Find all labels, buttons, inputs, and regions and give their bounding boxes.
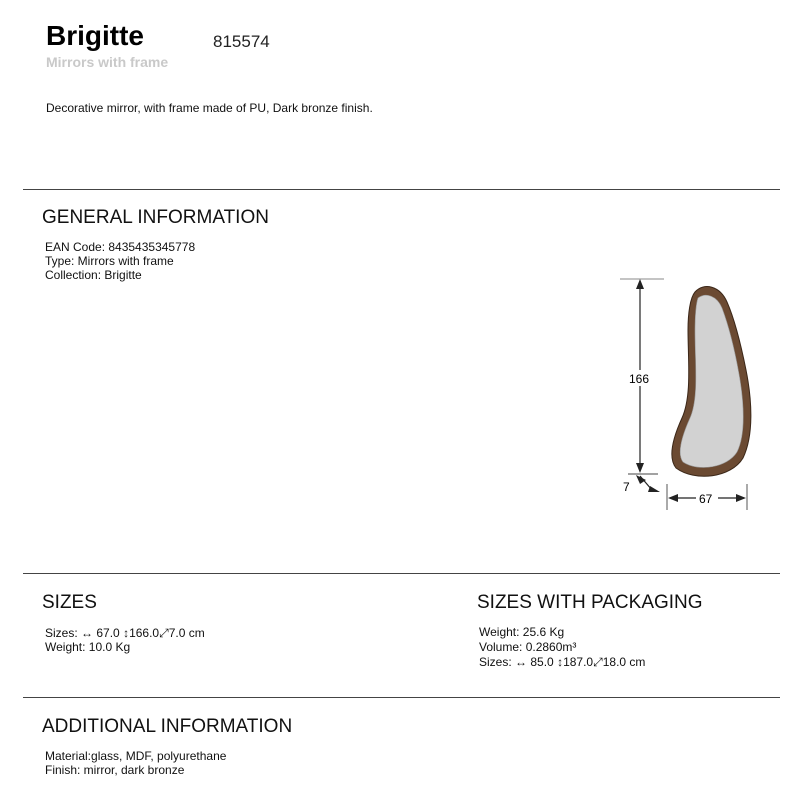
packaging-title: SIZES WITH PACKAGING	[477, 592, 703, 613]
divider	[23, 573, 780, 574]
depth-dimension-label: 7	[623, 480, 630, 494]
material-line: Material:glass, MDF, polyurethane	[45, 749, 227, 763]
product-category: Mirrors with frame	[46, 54, 169, 70]
sizes-line	[45, 626, 205, 640]
sizes-title: SIZES	[42, 592, 97, 613]
divider	[23, 697, 780, 698]
packaging-depth: 18.0 cm	[602, 655, 646, 669]
product-code: 815574	[213, 32, 270, 51]
width-arrow-icon: ↔	[81, 626, 94, 640]
depth-arrow-icon: ⤢	[593, 655, 603, 669]
width-arrow-icon: ↔	[515, 655, 528, 669]
packaging-sizes-prefix: Sizes:	[479, 655, 512, 669]
divider	[23, 189, 780, 190]
height-arrow-icon: ↕	[557, 655, 564, 669]
sizes-depth: 7.0 cm	[168, 626, 205, 640]
sizes-prefix: Sizes:	[45, 626, 78, 640]
additional-info-title: ADDITIONAL INFORMATION	[42, 716, 293, 737]
packaging-volume: Volume: 0.2860m³	[479, 640, 577, 654]
packaging-height: 187.0	[563, 655, 594, 669]
sizes-weight: Weight: 10.0 Kg	[45, 640, 131, 654]
packaging-sizes-line	[479, 655, 645, 669]
width-dimension-label: 67	[699, 492, 713, 506]
ean-code: EAN Code: 8435435345778	[45, 240, 196, 254]
product-description: Decorative mirror, with frame made of PU, Dark bronze finish.	[46, 101, 373, 115]
type-line: Type: Mirrors with frame	[45, 254, 174, 268]
packaging-weight: Weight: 25.6 Kg	[479, 625, 565, 639]
depth-arrow-icon: ⤢	[159, 626, 169, 640]
mirror-technical-drawing	[600, 270, 760, 515]
sizes-width: 67.0	[96, 626, 120, 640]
finish-line: Finish: mirror, dark bronze	[45, 763, 185, 777]
height-arrow-icon: ↕	[123, 626, 130, 640]
product-name: Brigitte	[46, 20, 144, 51]
general-info-title: GENERAL INFORMATION	[42, 207, 269, 228]
collection-line: Collection: Brigitte	[45, 268, 142, 282]
packaging-width: 85.0	[530, 655, 554, 669]
sizes-height: 166.0	[129, 626, 160, 640]
height-dimension-label: 166	[629, 372, 650, 386]
